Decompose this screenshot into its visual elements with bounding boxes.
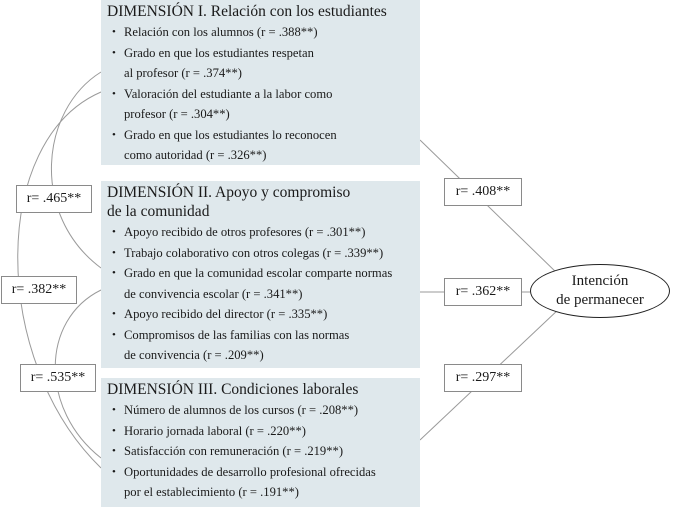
dimension-2-items [109, 222, 414, 366]
correlation-d1-d2: r= .465** [16, 185, 92, 213]
list-item: • Número de alumnos de los cursos (r = .208**) [109, 400, 414, 421]
list-item: • Grado en que la comunidad escolar comparte normas de convivencia escolar (r = .341**) [109, 263, 414, 304]
list-item: • Apoyo recibido del director (r = .335**) [109, 304, 414, 325]
dimension-2-title: DIMENSIÓN II. Apoyo y compromiso de la comunidad [107, 184, 351, 220]
dimension-1-title: DIMENSIÓN I. Relación con los estudiantes [107, 3, 387, 20]
list-item: • Compromisos de las familias con las normas de convivencia (r = .209**) [109, 325, 414, 366]
dimension-1-items [109, 22, 414, 166]
outcome-ellipse [530, 264, 670, 318]
dimension-3-items [109, 400, 414, 503]
correlation-d1-outcome: r= .408** [444, 178, 522, 206]
list-item: • Grado en que los estudiantes lo reconocen como autoridad (r = .326**) [109, 125, 414, 166]
list-item: • Valoración del estudiante a la labor como profesor (r = .304**) [109, 84, 414, 125]
list-item: • Apoyo recibido de otros profesores (r = .301**) [109, 222, 414, 243]
correlation-d2-outcome: r= .362** [444, 278, 522, 306]
outcome-label-line-2: de permanecer [556, 292, 644, 308]
dimension-3-title: DIMENSIÓN III. Condiciones laborales [107, 381, 359, 398]
dimension-1-box [101, 0, 420, 165]
list-item: • Trabajo colaborativo con otros colegas (r = .339**) [109, 243, 414, 264]
correlation-d3-outcome: r= .297** [444, 364, 522, 392]
list-item: • Relación con los alumnos (r = .388**) [109, 22, 414, 43]
outcome-label-line-1: Intención [571, 273, 629, 289]
list-item: • Horario jornada laboral (r = .220**) [109, 421, 414, 442]
correlation-d1-d3: r= .382** [1, 276, 77, 304]
line-d1-outcome [420, 140, 560, 276]
dimension-3-box [101, 378, 420, 507]
list-item: • Satisfacción con remuneración (r = .219**) [109, 441, 414, 462]
list-item: • Oportunidades de desarrollo profesional ofrecidas por el establecimiento (r = .191**) [109, 462, 414, 503]
correlation-d2-d3: r= .535** [20, 364, 96, 392]
dimension-2-box [101, 181, 420, 368]
list-item: • Grado en que los estudiantes respetan al profesor (r = .374**) [109, 43, 414, 84]
arc-d1-d2 [51, 72, 101, 268]
